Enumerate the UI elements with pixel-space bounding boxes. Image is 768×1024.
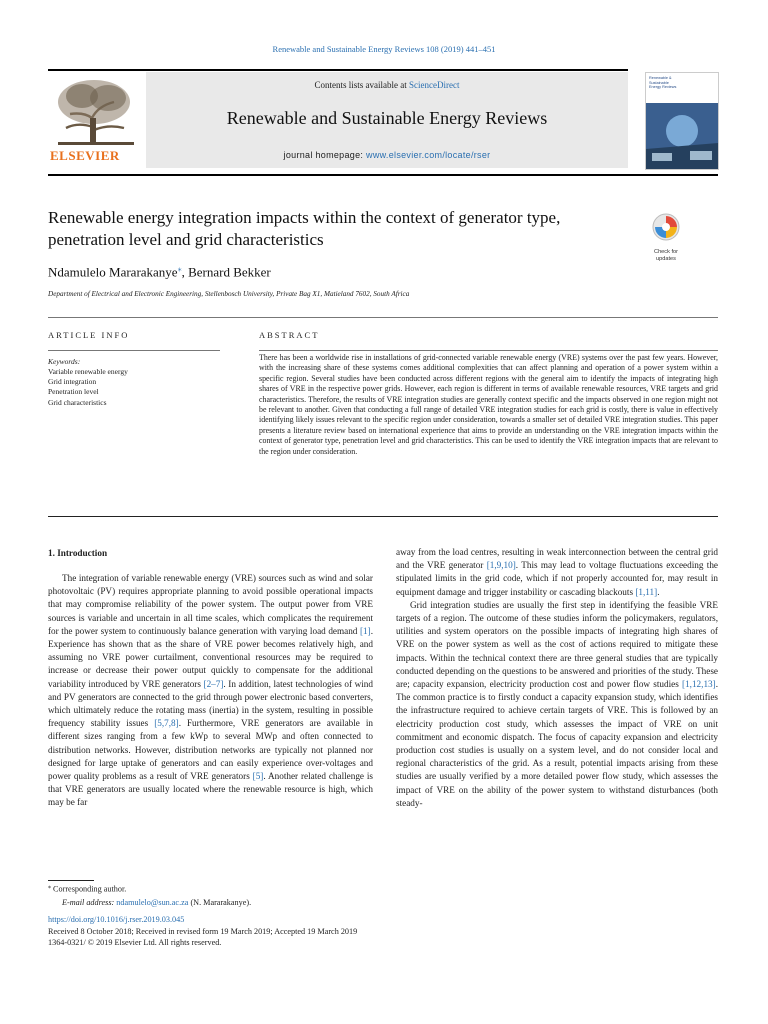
info-top-rule xyxy=(48,317,718,318)
reference-link[interactable]: [5] xyxy=(252,771,264,782)
paragraph xyxy=(396,546,718,599)
body-column-right xyxy=(396,546,718,810)
keyword: Grid integration xyxy=(48,377,97,387)
reference-link[interactable]: [1,11] xyxy=(635,586,658,597)
text-run: Grid integration studies are usually the first step in identifying the feasible VRE targets of a region. The outcome of these studies inform the policymakers, regulators, utilities and system operators on the possible impacts of integrating high shares of VRE on the power system as well as the cost of actions required to mitigate these impacts. Within the technical context there are three general studies that are typically conducted depending on the questions to be answered and priorities of the study. These are; capacity expansion, electricity production cost and power flow studies xyxy=(396,599,718,690)
body-column-left xyxy=(48,572,373,810)
header-bottom-rule xyxy=(48,174,718,176)
reference-link[interactable]: [1] xyxy=(359,625,371,636)
reference-link[interactable]: [1,12,13] xyxy=(682,679,716,690)
reference-link[interactable]: [2–7] xyxy=(203,678,224,689)
author-separator: , xyxy=(181,264,189,280)
keyword: Penetration level xyxy=(48,387,99,397)
email-link[interactable]: ndamulelo@sun.ac.za xyxy=(116,897,189,907)
contents-line xyxy=(146,80,628,90)
author-list xyxy=(48,264,271,280)
text-run: . Experience has shown that as the share of VRE power becomes relatively high, and assuming no VRE power curtailment, conventional resources may be required to increase or decrease their power output quickly to compensate for the additional variability introduced by VRE generators xyxy=(48,625,373,689)
paragraph xyxy=(396,599,718,810)
received-dates: Received 8 October 2018; Received in revised form 19 March 2019; Accepted 19 March 2019 xyxy=(48,926,358,936)
footnote-mark: ⁎ xyxy=(48,884,51,890)
article-info-heading: ARTICLE INFO xyxy=(48,330,130,340)
text-run: . This may lead to voltage fluctuations exceeding the stipulated limits in the grid code, which if not properly accounted for, may result in equipment damage and trigger instability or cascading blackouts xyxy=(396,560,718,597)
crossmark-line-2: updates xyxy=(656,255,676,262)
journal-cover-thumbnail xyxy=(645,72,719,170)
paragraph xyxy=(48,572,373,810)
text-run: . In addition, latest technologies of wind and PV generators are connected to the grid through power electronic based converters, which ultimately reduce the rotating mass (inertia) in the system, resulting in possible frequency stability issues xyxy=(48,678,373,729)
sciencedirect-link[interactable]: ScienceDirect xyxy=(409,80,460,90)
keyword: Variable renewable energy xyxy=(48,367,128,376)
journal-name: Renewable and Sustainable Energy Reviews xyxy=(226,108,548,128)
crossmark-icon xyxy=(645,212,687,244)
homepage-link[interactable]: www.elsevier.com/locate/rser xyxy=(366,150,491,160)
author-name[interactable]: Ndamulelo Mararakanye xyxy=(48,264,178,280)
crossmark-line-1: Check for xyxy=(654,249,678,255)
author-name[interactable]: Bernard Bekker xyxy=(188,264,271,280)
abstract-heading: ABSTRACT xyxy=(259,330,320,340)
section-heading: 1. Introduction xyxy=(48,548,108,558)
text-run: away from the load centres, resulting in weak interconnection between the central grid and the VRE generator xyxy=(396,547,718,571)
check-for-updates-badge[interactable] xyxy=(645,212,687,262)
text-run: . The common practice is to firstly conduct a capacity expansion study, which identifies the infrastructure required to achieve certain targets of VRE. This is followed by an electricity production cost study, which assesses the impact of VRE on unit commitment and economic dispatch. The focus of capacity expansion and electricity production cost studies is usually on a system level, and do not consider local and regional characteristics of the grid. As a result, potential impacts arising from these studies are usually verified by a more detailed power flow study, which assesses the impact of VRE on the ability of the power system to withstand disturbances (both steady- xyxy=(396,679,718,808)
header-top-rule xyxy=(48,69,628,71)
corresponding-author-mark[interactable]: ⁎ xyxy=(177,264,182,273)
corresponding-author-note xyxy=(48,881,251,896)
reference-link[interactable]: [5,7,8] xyxy=(154,718,179,729)
abstract-text: There has been a worldwide rise in installations of grid-connected variable renewable energy (VRE) systems over the past few years. However, with the increasing share of these systems comes additional complexities that can affect planning and operation of a power system within a specific region. Several studies have been conducted across different regions with the general aim to identify the impacts of integrating high shares of VRE in the respective power grids. However, each region is different in terms of available renewable resources, VRE targets and grid characteristics. Therefore, the results of VRE integration studies are generally context specific and the impacts observed in one region might not be relevant to another. Given that conducting a full range of detailed VRE integration studies for each grid is costly, there is value in effectively identifying likely issues relevant to the specific region under consideration, towards a smaller set of detailed VRE integration studies. This paper presents a literature review based on international experience that aims to provide an understanding on the VRE integration impacts within the context of generator type, penetration level and grid characteristics. This can be used to identify the VRE integration impacts that are relevant to the region under consideration. xyxy=(259,353,718,456)
keywords-list xyxy=(48,367,128,408)
abstract-bottom-rule xyxy=(48,516,718,517)
text-run: . Another related challenge is that VRE generators are usually located where the renewable resource is high, which may be far xyxy=(48,771,373,808)
cover-line-3: Energy Reviews xyxy=(649,85,677,89)
text-run: The integration of variable renewable energy (VRE) sources such as wind and solar photovoltaic (PV) requires appropriate planning to avoid possible operational impacts that may compromise reliability of the power system. The output power from VRE sources is variable and uncertain in all time scales, which complicates the requirement for the power system to continuously balance generation with varying load demand xyxy=(48,573,373,636)
doi-link[interactable]: https://doi.org/10.1016/j.rser.2019.03.045 xyxy=(48,915,185,924)
reference-link[interactable]: [1,9,10] xyxy=(486,560,516,571)
cover-line-1: Renewable & xyxy=(649,76,672,80)
keyword: Grid characteristics xyxy=(48,397,107,407)
journal-citation[interactable]: Renewable and Sustainable Energy Reviews 108 (2019) 441–451 xyxy=(272,44,496,54)
journal-homepage xyxy=(146,150,628,160)
abstract-rule xyxy=(259,350,718,351)
affiliation: Department of Electrical and Electronic Engineering, Stellenbosch University, Private Bag X1, Matieland 7602, South Africa xyxy=(48,290,410,298)
text-run: . Furthermore, VRE generators are available in different sizes ranging from a few kWp to several MWp and often connected to distribution networks. However, distribution networks are typically not planned nor designed for large uptake of generators and can easily experience over-voltages and power quality problems as a result of VRE generators xyxy=(48,718,373,782)
elsevier-wordmark: ELSEVIER xyxy=(50,148,120,163)
cover-image xyxy=(646,103,718,169)
info-rule xyxy=(48,350,220,351)
footnote-text: Corresponding author. xyxy=(51,884,127,894)
footnote xyxy=(48,881,251,909)
text-run: . xyxy=(657,586,660,597)
email-label: E-mail address: xyxy=(62,897,117,907)
homepage-prefix: journal homepage: xyxy=(283,150,367,160)
copyright: 1364-0321/ © 2019 Elsevier Ltd. All rights reserved. xyxy=(48,938,222,947)
cover-line-2: Sustainable xyxy=(649,80,669,85)
contents-prefix: Contents lists available at xyxy=(314,80,409,90)
article-metadata xyxy=(48,914,357,949)
keywords-label: Keywords: xyxy=(48,357,81,366)
email-suffix: (N. Mararakanye). xyxy=(188,897,252,907)
article-title: Renewable energy integration impacts within the context of generator type, penetration level and grid characteristics xyxy=(48,208,561,249)
email-note xyxy=(48,896,251,909)
